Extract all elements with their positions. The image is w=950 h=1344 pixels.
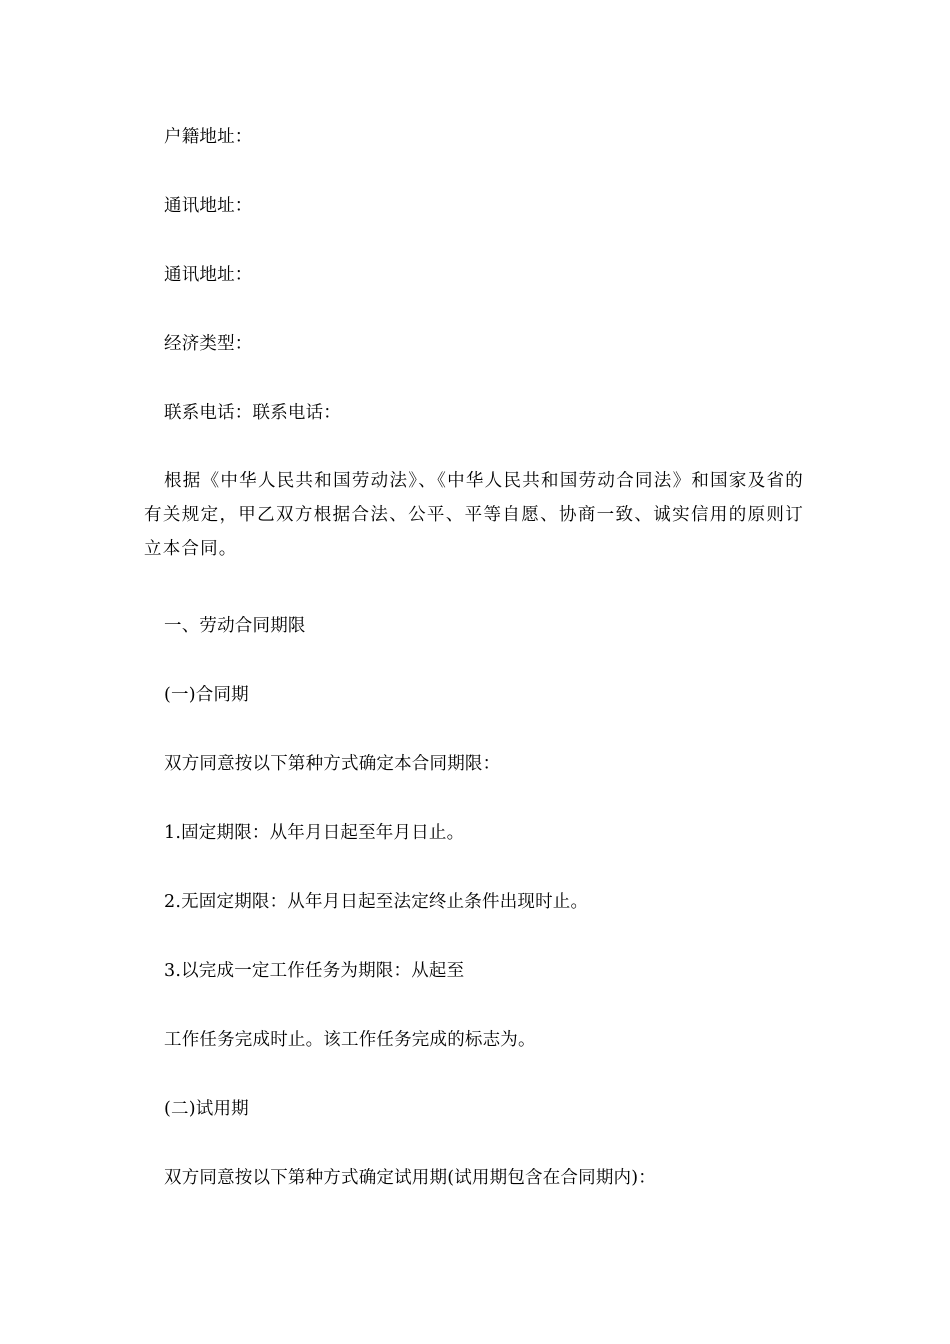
task-based-term-option: 3.以完成一定工作任务为期限：从起至 bbox=[164, 961, 465, 981]
open-ended-term-option: 2.无固定期限：从年月日起至法定终止条件出现时止。 bbox=[164, 892, 589, 912]
subsection-heading-probation: (二)试用期 bbox=[164, 1099, 249, 1119]
fixed-term-option: 1.固定期限：从年月日起至年月日止。 bbox=[164, 823, 465, 843]
mailing-address-label-2: 通讯地址： bbox=[164, 265, 253, 285]
preamble-paragraph: 根据《中华人民共和国劳动法》、《中华人民共和国劳动合同法》和国家及省的有关规定，甲乙双方根据合法、公平、平等自愿、协商一致、诚实信用的原则订立本合同。 bbox=[144, 471, 804, 559]
section-heading-contract-term: 一、劳动合同期限 bbox=[164, 616, 306, 636]
household-address-label: 户籍地址： bbox=[164, 127, 253, 147]
mailing-address-label-1: 通讯地址： bbox=[164, 196, 253, 216]
contract-term-method-text: 双方同意按以下第种方式确定本合同期限： bbox=[164, 754, 501, 774]
probation-method-text: 双方同意按以下第种方式确定试用期(试用期包含在合同期内)： bbox=[164, 1168, 656, 1188]
economic-type-label: 经济类型： bbox=[164, 334, 253, 354]
subsection-heading-contract-period: (一)合同期 bbox=[164, 685, 249, 705]
contact-phone-labels: 联系电话：联系电话： bbox=[164, 403, 341, 423]
task-completion-text: 工作任务完成时止。该工作任务完成的标志为。 bbox=[164, 1030, 536, 1050]
